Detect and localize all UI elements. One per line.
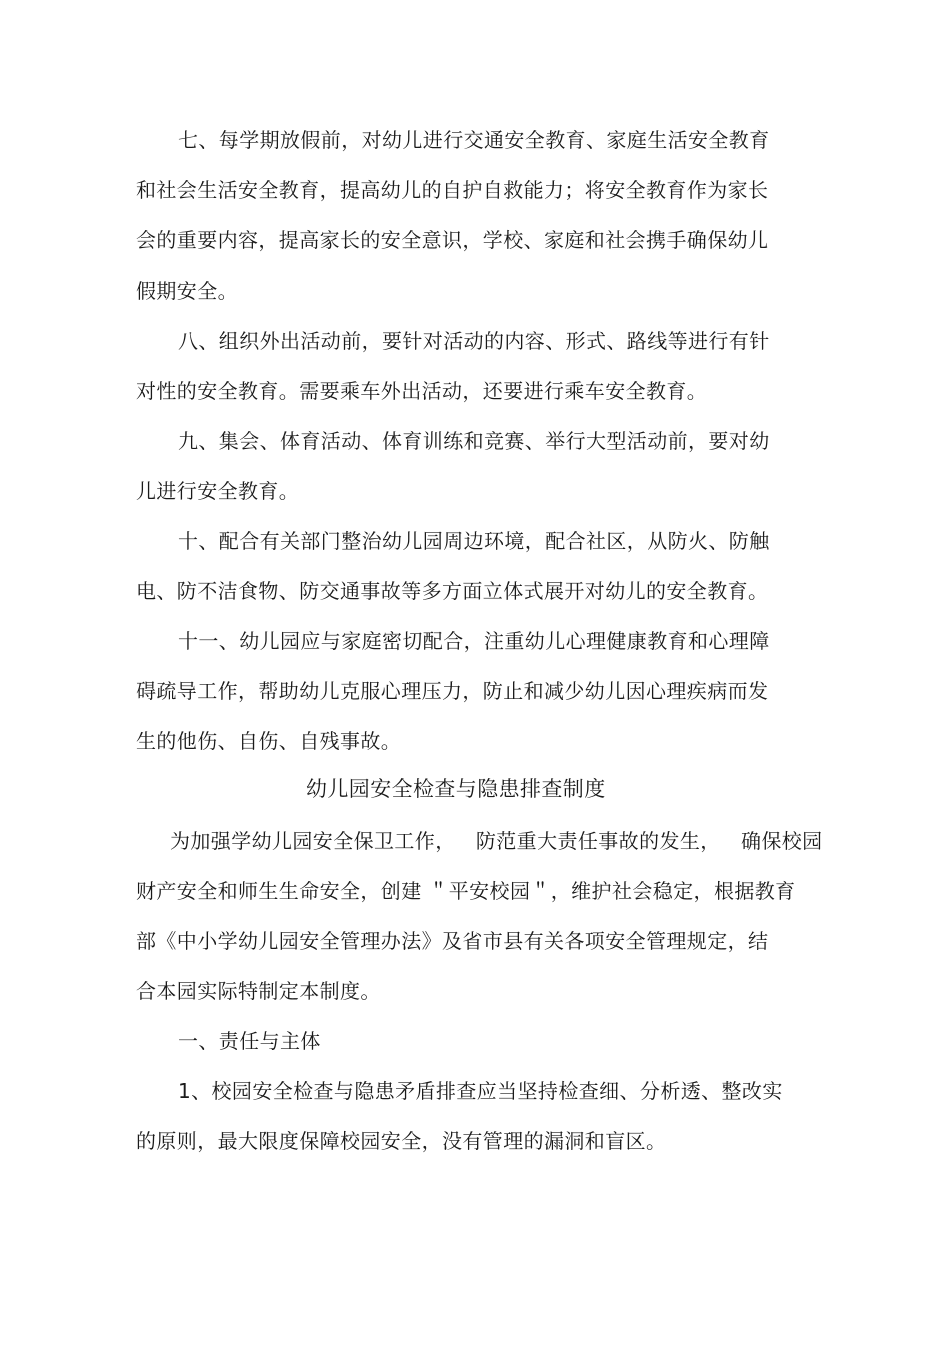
paragraph-9-line-2: 儿进行安全教育。 bbox=[136, 479, 300, 503]
intro-line-4: 合本园实际特制定本制度。 bbox=[136, 979, 381, 1003]
paragraph-11-line-2: 碍疏导工作，帮助幼儿克服心理压力，防止和减少幼儿因心理疾病而发 bbox=[136, 679, 769, 703]
paragraph-7-line-3: 会的重要内容，提高家长的安全意识，学校、家庭和社会携手确保幼儿 bbox=[136, 228, 769, 252]
intro-line-2: 财产安全和师生生命安全，创建 ＂平安校园＂，维护社会稳定，根据教育 bbox=[136, 879, 796, 903]
heading-responsibility: 一、责任与主体 bbox=[178, 1029, 321, 1053]
section-title: 幼儿园安全检查与隐患排查制度 bbox=[306, 777, 606, 801]
intro-line-1: 为加强学幼儿园安全保卫工作， 防范重大责任事故的发生， 确保校园 bbox=[170, 829, 823, 853]
paragraph-7-line-4: 假期安全。 bbox=[136, 279, 238, 303]
paragraph-7-line-2: 和社会生活安全教育，提高幼儿的自护自救能力；将安全教育作为家长 bbox=[136, 178, 769, 202]
intro-line-3: 部《中小学幼儿园安全管理办法》及省市县有关各项安全管理规定，结 bbox=[136, 929, 769, 953]
paragraph-7-line-1: 七、每学期放假前，对幼儿进行交通安全教育、家庭生活安全教育 bbox=[178, 128, 770, 152]
paragraph-8-line-1: 八、组织外出活动前，要针对活动的内容、形式、路线等进行有针 bbox=[178, 329, 770, 353]
paragraph-10-line-1: 十、配合有关部门整治幼儿园周边环境，配合社区，从防火、防触 bbox=[178, 529, 770, 553]
item-1-line-1: 1、校园安全检查与隐患矛盾排查应当坚持检查细、分析透、整改实 bbox=[178, 1079, 783, 1103]
paragraph-11-line-1: 十一、幼儿园应与家庭密切配合，注重幼儿心理健康教育和心理障 bbox=[178, 629, 770, 653]
paragraph-11-line-3: 生的他伤、自伤、自残事故。 bbox=[136, 729, 402, 753]
paragraph-10-line-2: 电、防不洁食物、防交通事故等多方面立体式展开对幼儿的安全教育。 bbox=[136, 579, 769, 603]
paragraph-8-line-2: 对性的安全教育。需要乘车外出活动，还要进行乘车安全教育。 bbox=[136, 379, 708, 403]
paragraph-9-line-1: 九、集会、体育活动、体育训练和竞赛、举行大型活动前，要对幼 bbox=[178, 429, 770, 453]
item-1-line-2: 的原则，最大限度保障校园安全，没有管理的漏洞和盲区。 bbox=[136, 1129, 667, 1153]
